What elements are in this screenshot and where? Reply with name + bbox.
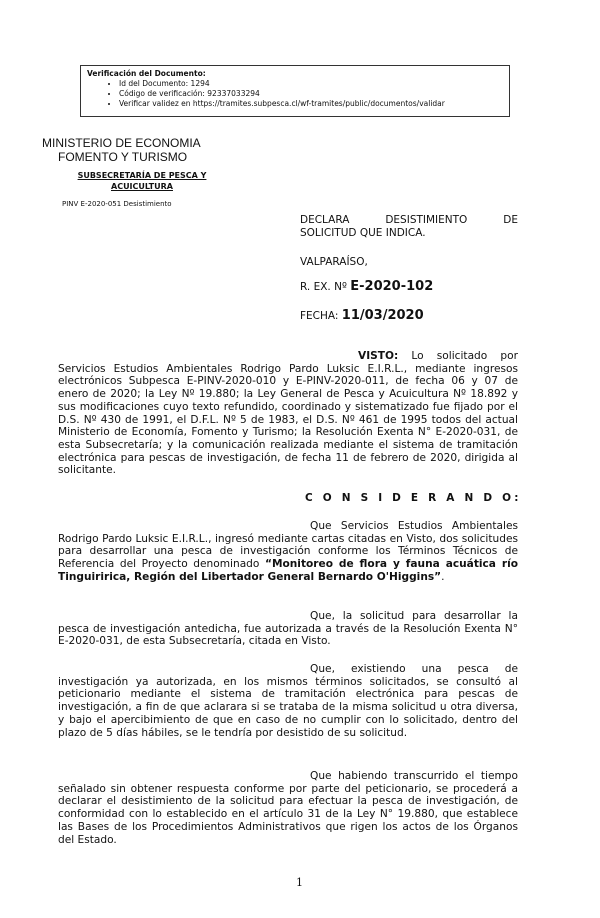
visto-text: Lo solicitado por Servicios Estudios Ambientales Rodrigo Pardo Luksic E.I.R.L., mediante ingresos electrónicos Subpesca E-PINV-2020-010 y E-PINV-2020-011, de fecha 06 y 07 de enero de 2020; la Ley Nº 19.880; la Ley General de Pesca y Acuicultura Nº 18.892 y sus modificaciones cuyo texto refundido, coordinado y sistematizado fue fijado por el D.S. Nº 430 de 1991, el D.F.L. Nº 5 de 1983, el D.S. Nº 461 de 1995 todos del actual Ministerio de Economía, Fomento y Turismo; la Resolución Exenta N° E-2020-031, de esta Subsecretaría; y la comunicación realizada mediante el sistema de tramitación electrónica para pescas de investigación, de fecha 11 de febrero de 2020, dirigida al solicitante. — [58, 350, 518, 477]
considerando-paragraph-1 — [58, 520, 518, 584]
rex-label: R. EX. Nº — [300, 281, 347, 293]
place: VALPARAÍSO, — [300, 256, 368, 268]
fecha-label: FECHA: — [300, 310, 339, 322]
fecha-value: 11/03/2020 — [341, 308, 424, 323]
pinv-reference: PINV E-2020-051 Desistimiento — [62, 200, 172, 208]
verification-box — [80, 65, 510, 117]
resolution-number — [300, 280, 518, 294]
p4-text: Que habiendo transcurrido el tiempo señalado sin obtener respuesta conforme por parte del peticionario, se procederá a declarar el desistimiento de la solicitud para efectuar la pesca de investigación, de conformidad con lo establecido en el artículo 31 de la Ley N° 19.880, que establece las Bases de los Procedimientos Administrativos que rigen los actos de los Órganos del Estado. — [58, 770, 518, 846]
ministry-line1: MINISTERIO DE ECONOMIA — [42, 136, 201, 150]
ministry-line2: FOMENTO Y TURISMO — [58, 150, 188, 164]
verification-code: • Código de verificación: 92337033294 — [119, 89, 503, 99]
verification-title: Verificación del Documento: — [87, 69, 206, 78]
considerando-paragraph-3 — [58, 663, 518, 739]
considerando-paragraph-4 — [58, 770, 518, 846]
resolution-subject-line2: SOLICITUD QUE INDICA. — [300, 227, 426, 239]
visto-label: VISTO: — [358, 350, 399, 362]
project-name: “Monitoreo de flora y fauna acuática río Tinguiririca, Región del Libertador General Bernardo O'Higgins” — [58, 558, 518, 583]
verification-url: • Verificar validez en https://tramites.subpesca.cl/wf-tramites/public/documentos/validar — [119, 99, 503, 109]
document-id: • Id del Documento: 1294 — [119, 79, 503, 89]
p2-text: Que, la solicitud para desarrollar la pesca de investigación antedicha, fue autorizada a través de la Resolución Exenta N° E-2020-031, de esta Subsecretaría, citada en Visto. — [58, 610, 518, 648]
page-number: 1 — [296, 876, 303, 889]
ministry-heading — [42, 136, 222, 164]
verification-list — [87, 79, 503, 109]
considerando-paragraph-2 — [58, 610, 518, 648]
resolution-date — [300, 309, 518, 323]
p1-text: Que Servicios Estudios Ambientales Rodrigo Pardo Luksic E.I.R.L., ingresó mediante cartas citadas en Visto, dos solicitudes para desarrollar una pesca de investigación conforme los Términos Técnicos de Referencia del Proyecto denominado — [58, 520, 518, 571]
resolution-subject-line1: DECLARA DESISTIMIENTO DE — [300, 214, 518, 226]
p1-end: . — [441, 570, 445, 583]
p3-text: Que, existiendo una pesca de investigación ya autorizada, en los mismos términos solicitados, se consultó al peticionario mediante el sistema de tramitación electrónica para pescas de investigación, a fin de que aclarara si se trataba de la misma solicitud u otra diversa, y bajo el apercibimiento de que en caso de no cumplir con lo solicitado, dentro del plazo de 5 días hábiles, se le tendría por desistido de su solicitud. — [58, 663, 518, 739]
visto-paragraph — [58, 350, 518, 477]
subsecretaria-heading: SUBSECRETARÍA DE PESCA Y ACUICULTURA — [77, 171, 207, 191]
considerando-heading: C O N S I D E R A N D O: — [305, 492, 522, 504]
rex-value: E-2020-102 — [350, 279, 434, 294]
